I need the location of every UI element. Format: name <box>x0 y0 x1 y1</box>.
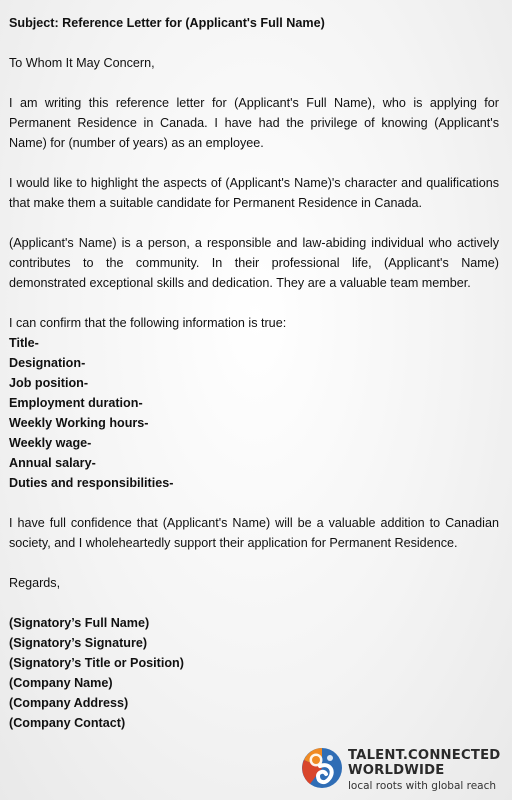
letter-salutation: To Whom It May Concern, <box>9 56 155 70</box>
logo-name-line-1: TALENT.CONNECTED <box>348 748 501 763</box>
company-address: (Company Address) <box>9 696 129 710</box>
company-contact: (Company Contact) <box>9 716 126 730</box>
letter-paragraph-2: I would like to highlight the aspects of (Applicant's Name)'s character and qualifications that make them a suitable candidate for Permanent Residence in Canada. <box>9 176 499 210</box>
letter-paragraph-3: (Applicant's Name) is a person, a responsible and law-abiding individual who actively contributes to the community. In their professional life, (Applicant's Name) demonstrated exceptional skills and dedication. They are a valuable team member. <box>9 236 499 290</box>
talent-connected-logo <box>300 746 512 794</box>
logo-text <box>348 746 500 794</box>
info-item-weekly-wage: Weekly wage- <box>9 436 92 450</box>
logo-name-line-2: WORLDWIDE <box>348 763 445 778</box>
letter-paragraph-1: I am writing this reference letter for (Applicant's Full Name), who is applying for Permanent Residence in Canada. I have had the privilege of knowing (Applicant's Name) for (number of years) as an employee. <box>9 96 499 150</box>
logo-tagline: local roots with global reach <box>348 780 497 792</box>
signatory-title: (Signatory’s Title or Position) <box>9 656 184 670</box>
company-name: (Company Name) <box>9 676 113 690</box>
info-item-designation: Designation- <box>9 356 86 370</box>
info-item-job-position: Job position- <box>9 376 89 390</box>
info-item-employment-duration: Employment duration- <box>9 396 143 410</box>
signature-block <box>9 613 499 733</box>
info-list <box>9 333 499 493</box>
closing-paragraph: I have full confidence that (Applicant's Name) will be a valuable addition to Canadian society, and I wholeheartedly support their application for Permanent Residence. <box>9 516 499 550</box>
signatory-full-name: (Signatory’s Full Name) <box>9 616 150 630</box>
confirm-intro: I can confirm that the following information is true: <box>9 316 287 330</box>
talent-connected-logo-icon <box>300 746 344 790</box>
reference-letter <box>9 13 499 733</box>
info-item-title: Title- <box>9 336 39 350</box>
letter-subject: Subject: Reference Letter for (Applicant's Full Name) <box>9 16 325 30</box>
letter-regards: Regards, <box>9 576 61 590</box>
info-item-annual-salary: Annual salary- <box>9 456 96 470</box>
signatory-signature: (Signatory’s Signature) <box>9 636 148 650</box>
info-item-weekly-working-hours: Weekly Working hours- <box>9 416 149 430</box>
info-item-duties: Duties and responsibilities- <box>9 476 174 490</box>
